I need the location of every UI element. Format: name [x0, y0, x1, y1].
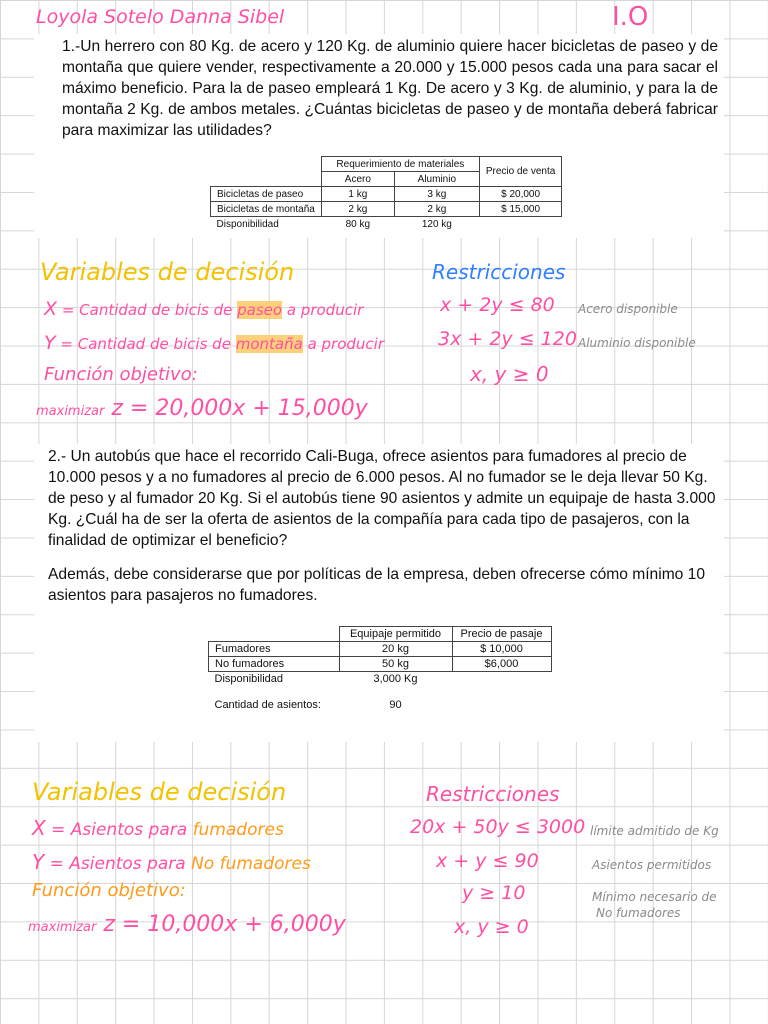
p2-restriction-1-note: límite admitido de Kg	[590, 824, 719, 838]
p2-y-definition	[32, 850, 311, 874]
cell: 1 kg	[321, 187, 394, 202]
p2-restriction-2-note: Asientos permitidos	[592, 858, 712, 872]
availability-label: Disponibilidad	[214, 673, 283, 685]
x-text-post: a producir	[286, 301, 364, 319]
p2-objective-title: Función objetivo:	[32, 880, 186, 901]
maximize-label: maximizar	[36, 404, 105, 419]
student-name: Loyola Sotelo Danna Sibel	[36, 6, 285, 28]
objective-expr: z = 20,000x + 15,000y	[111, 396, 368, 421]
p2-restriction-3-note: Mínimo necesario de	[592, 890, 717, 904]
row-label: Bicicletas de montaña	[211, 202, 322, 217]
p1-restriction-1: x + 2y ≤ 80	[440, 294, 555, 316]
objective-expr: z = 10,000x + 6,000y	[103, 912, 346, 937]
equipaje-header: Equipaje permitido	[339, 627, 452, 642]
course-label: I.O	[612, 2, 649, 32]
row-label: No fumadores	[209, 657, 340, 672]
aluminio-header: Aluminio	[394, 172, 479, 187]
p1-restrictions-title: Restricciones	[432, 260, 566, 284]
price-header: Precio de venta	[479, 157, 562, 187]
cell: 20 kg	[339, 642, 452, 657]
p2-restriction-3: y ≥ 10	[462, 882, 526, 904]
row-label: Fumadores	[209, 642, 340, 657]
x-var: X	[32, 816, 46, 840]
table-row	[209, 657, 552, 672]
p1-x-definition	[44, 298, 363, 320]
problem1-panel	[34, 34, 724, 238]
p2-restriction-4: x, y ≥ 0	[454, 916, 529, 938]
p1-objective	[36, 396, 368, 421]
table-row	[211, 187, 562, 202]
table-row	[209, 642, 552, 657]
y-highlight: montaña	[235, 335, 303, 353]
cell: $ 20,000	[479, 187, 562, 202]
y-text: Asientos para	[69, 854, 186, 874]
problem2-panel	[34, 444, 724, 742]
y-text-post: a producir	[307, 335, 385, 353]
seats-label: Cantidad de asientos:	[214, 699, 321, 711]
p2-restriction-1: 20x + 50y ≤ 3000	[410, 816, 586, 838]
x-text: Asientos para	[70, 820, 188, 840]
p2-variables-title: Variables de decisión	[32, 778, 287, 806]
p1-restriction-2-note: Aluminio disponible	[578, 336, 696, 350]
materials-header: Requerimiento de materiales	[321, 157, 479, 172]
cell: $6,000	[452, 657, 551, 672]
y-eq: =	[49, 854, 64, 874]
problem1-table	[210, 156, 562, 231]
cell: 2 kg	[394, 202, 479, 217]
p1-objective-title: Función objetivo:	[44, 364, 198, 385]
x-var: X	[44, 298, 58, 320]
x-eq: =	[61, 301, 75, 319]
availability-aluminio: 120 kg	[421, 218, 452, 230]
p2-restriction-2: x + y ≤ 90	[436, 850, 539, 872]
p2-restriction-4-note: No fumadores	[596, 906, 681, 920]
cell: 3 kg	[394, 187, 479, 202]
row-label: Bicicletas de paseo	[211, 187, 322, 202]
acero-header: Acero	[321, 172, 394, 187]
p1-restriction-2: 3x + 2y ≤ 120	[438, 328, 577, 350]
availability-label: Disponibilidad	[216, 218, 279, 230]
x-highlight: paseo	[237, 301, 283, 319]
y-highlight: No fumadores	[191, 854, 311, 874]
y-text: Cantidad de bicis de	[77, 335, 231, 353]
x-text: Cantidad de bicis de	[79, 301, 233, 319]
cell: 2 kg	[321, 202, 394, 217]
y-var: Y	[32, 850, 45, 874]
cell: $ 10,000	[452, 642, 551, 657]
problem1-statement: 1.-Un herrero con 80 Kg. de acero y 120 Kg. de aluminio quiere hacer bicicletas de paseo y de montaña que quiere vender, respectivamente a 20.000 y 15.000 pesos cada una para sacar el máximo beneficio. Para la de paseo empleará 1 Kg. De acero y 3 Kg. de aluminio, y para la de montaña 2 Kg. de ambos metales. ¿Cuántas bicicletas de paseo y de montaña deberá fabricar para maximizar las utilidades?	[62, 38, 718, 139]
table-row	[211, 202, 562, 217]
precio-header: Precio de pasaje	[452, 627, 551, 642]
x-highlight: fumadores	[192, 820, 284, 840]
cell: $ 15,000	[479, 202, 562, 217]
maximize-label: maximizar	[28, 920, 97, 935]
p2-restrictions-title: Restricciones	[426, 782, 560, 806]
cell: 50 kg	[339, 657, 452, 672]
problem2-table	[208, 626, 552, 712]
p2-x-definition	[32, 816, 284, 840]
problem2-statement2: Además, debe considerarse que por políticas de la empresa, deben ofrecerse cómo mínimo 10 asientos para pasajeros no fumadores.	[48, 566, 706, 604]
p2-objective	[28, 912, 346, 937]
seats-value: 90	[389, 699, 402, 711]
problem2-statement: 2.- Un autobús que hace el recorrido Cali-Buga, ofrece asientos para fumadores al precio de 10.000 pesos y a no fumadores al precio de 6.000 pesos. Al no fumador se le deja llevar 50 Kg. de peso y al fumador 20 Kg. Si el autobús tiene 90 asientos y admite un equipaje de hasta 3.000 Kg. ¿Cuál ha de ser la oferta de asientos de la compañía para cada tipo de pasajeros, con la finalidad de optimizar el beneficio?	[48, 448, 716, 549]
y-eq: =	[60, 335, 73, 353]
y-var: Y	[44, 332, 56, 354]
p1-restriction-1-note: Acero disponible	[578, 302, 678, 316]
p1-restriction-3: x, y ≥ 0	[470, 362, 549, 386]
availability-value: 3,000 Kg	[373, 673, 418, 685]
availability-acero: 80 kg	[345, 218, 371, 230]
p1-variables-title: Variables de decisión	[40, 258, 295, 286]
x-eq: =	[51, 820, 66, 840]
p1-y-definition	[44, 332, 384, 354]
